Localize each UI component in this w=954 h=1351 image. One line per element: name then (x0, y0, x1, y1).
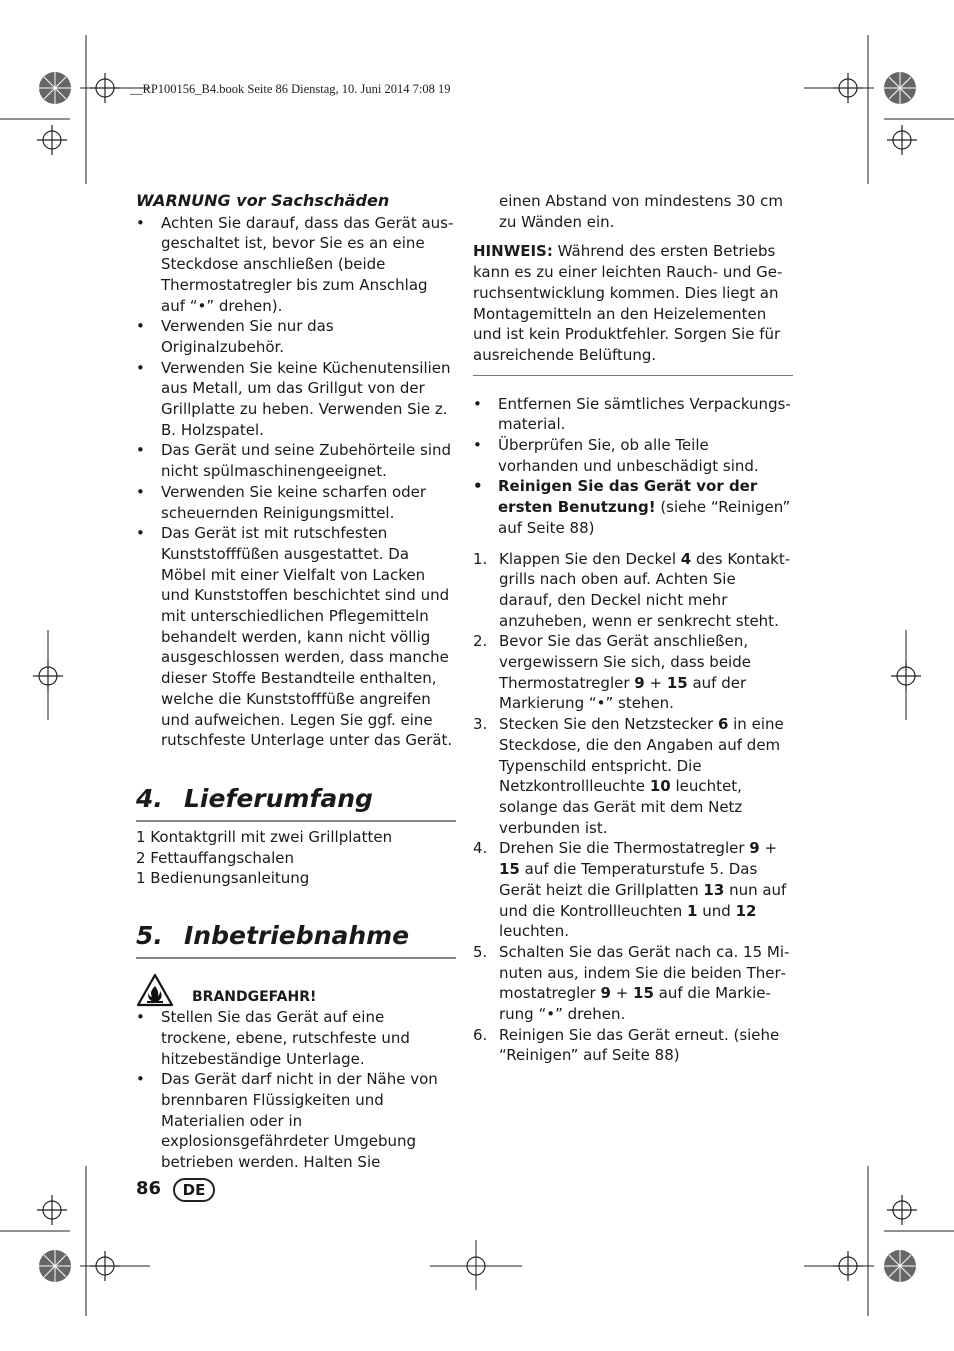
right-column (473, 191, 793, 1066)
hinweis-box (473, 241, 793, 375)
list-item: • Überprüfen Sie, ob alle Teile vorhanden und unbeschädigt sind. (473, 436, 759, 475)
step-item: 1. Klappen Sie den Deckel 4 des Kontaktgrills nach oben auf. Achten Sie darauf, den Deckel nicht mehr anzuheben, wenn er senkrecht steht. (473, 549, 791, 630)
list-item: • Das Gerät ist mit rutschfesten Kunststofffüßen ausgestattet. Da Möbel mit einer Vielfalt von Lacken und Kunststoffen beschichtet sind und mit unterschiedlichen Pflegemitteln behandelt werden, kann nicht völlig ausgeschlossen werden, dass manche dieser Stoffe Bestandteile enthalten, welche die Kunststofffüße angreifen und aufweichen. Legen Sie ggf. eine rutschfeste Unterlage unter das Gerät. (136, 524, 453, 750)
inbetriebnahme-warning-list (136, 1007, 456, 1173)
step-item: 6. Reinigen Sie das Gerät erneut. (siehe “Reinigen” auf Seite 88) (473, 1025, 780, 1065)
section-5-heading: 5. Inbetriebnahme (136, 921, 456, 959)
language-badge: DE (173, 1178, 215, 1202)
list-item: • Stellen Sie das Gerät auf eine trockene, ebene, rutschfeste und hitzebeständige Unterlage. (136, 1008, 410, 1068)
list-item: 1 Bedienungsanleitung (136, 869, 310, 888)
step-item: 5. Schalten Sie das Gerät nach ca. 15 Minuten aus, indem Sie die beiden Thermostatregler 9 + 15 auf die Markierung “•” drehen. (473, 942, 790, 1024)
step-item: 3. Stecken Sie den Netzstecker 6 in eine Steckdose, die den Angaben auf dem Typenschild entspricht. Die Netzkontrollleuchte 10 leuchtet, solange das Gerät mit dem Netz verbunden ist. (473, 715, 784, 837)
fire-warning (136, 973, 456, 1007)
warnung-heading: WARNUNG vor Sachschäden (136, 191, 390, 210)
hinweis-label: HINWEIS: (473, 242, 553, 261)
preparation-list (473, 394, 793, 539)
list-item: • Verwenden Sie nur das Originalzubehör. (136, 317, 334, 356)
section-4-heading: 4. Lieferumfang (136, 784, 456, 822)
list-item: • Reinigen Sie das Gerät vor der ersten Benutzung! (siehe “Reinigen” auf Seite 88) (473, 477, 791, 537)
page-number: 86 (136, 1178, 162, 1199)
warning-label: BRANDGEFAHR! (192, 989, 317, 1006)
continuation-text: einen Abstand von mindestens 30 cm zu Wänden ein. (499, 192, 783, 231)
lieferumfang-list (136, 827, 456, 889)
list-item: • Das Gerät und seine Zubehörteile sind nicht spülmaschinengeeignet. (136, 441, 452, 481)
hinweis-text: Während des ersten Betriebs kann es zu einer leichten Rauch- und Geruchsentwicklung kommen. Dies liegt an Montagemitteln an den Heizelementen und ist kein Produktfehler. Sorgen Sie für ausreichende Belüftung. (473, 242, 783, 364)
list-item: • Achten Sie darauf, dass das Gerät ausgeschaltet ist, bevor Sie es an eine Steckdose anschließen (beide Thermostatregler bis zum Anschlag auf “•” drehen). (136, 213, 454, 315)
left-column (136, 191, 456, 1173)
fire-warning-icon (136, 973, 174, 1007)
warnung-list (136, 213, 456, 751)
list-item: • Entfernen Sie sämtliches Verpackungsmaterial. (473, 394, 791, 434)
list-item: 2 Fettauffangschalen (136, 848, 295, 867)
step-item: 2. Bevor Sie das Gerät anschließen, vergewissern Sie sich, dass beide Thermostatregler 9 + 15 auf der Markierung “•” stehen. (473, 632, 751, 713)
list-item: • Verwenden Sie keine scharfen oder scheuernden Reinigungsmittel. (136, 482, 427, 522)
steps-list (473, 549, 793, 1067)
list-item: 1 Kontaktgrill mit zwei Grillplatten (136, 827, 393, 846)
list-item: • Das Gerät darf nicht in der Nähe von brennbaren Flüssigkeiten und Materialien oder in explosionsgefährdeter Umgebung betrieben werden. Halten Sie (136, 1070, 438, 1172)
list-item: • Verwenden Sie keine Küchenutensilien aus Metall, um das Grillgut von der Grillplatte zu heben. Verwenden Sie z. B. Holzspatel. (136, 358, 451, 439)
step-item: 4. Drehen Sie die Thermostatregler 9 + 15 auf die Temperaturstufe 5. Das Gerät heizt die Grillplatten 13 nun auf und die Kontrollleuchten 1 und 12 leuchten. (473, 839, 787, 941)
print-header: __RP100156_B4.book Seite 86 Dienstag, 10. Juni 2014 7:08 19 (130, 82, 451, 96)
